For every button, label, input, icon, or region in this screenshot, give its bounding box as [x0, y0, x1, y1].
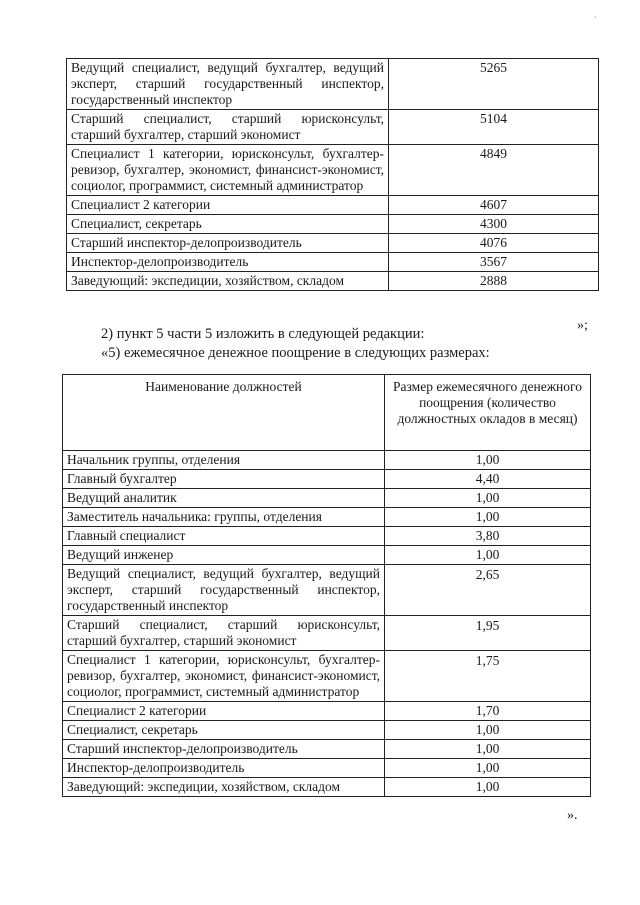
bonus-value: 1,00	[385, 489, 591, 508]
table-row	[63, 508, 591, 527]
bonus-value: 3,80	[385, 527, 591, 546]
table-row	[63, 721, 591, 740]
paragraph-heading: «5) ежемесячное денежное поощрение в следующих размерах:	[101, 345, 490, 361]
salary-table	[66, 58, 599, 291]
table-row	[63, 778, 591, 797]
table-row	[67, 215, 599, 234]
salary-value: 3567	[389, 253, 599, 272]
closing-quote: ».	[567, 808, 578, 823]
bonus-value: 1,75	[385, 651, 591, 702]
position-name: Начальник группы, отделения	[63, 451, 385, 470]
table-row	[63, 651, 591, 702]
position-name: Старший специалист, старший юрисконсульт, старший бухгалтер, старший экономист	[63, 616, 385, 651]
bonus-value: 1,00	[385, 759, 591, 778]
position-name: Заместитель начальника: группы, отделения	[63, 508, 385, 527]
table-row	[63, 527, 591, 546]
table-row	[63, 702, 591, 721]
table-row	[63, 546, 591, 565]
bonus-value: 2,65	[385, 565, 591, 616]
table-row	[67, 272, 599, 291]
position-name: Старший инспектор-делопроизводитель	[67, 234, 389, 253]
salary-value: 5104	[389, 110, 599, 145]
position-name: Специалист, секретарь	[63, 721, 385, 740]
bonus-table-body	[63, 451, 591, 797]
table-row	[63, 759, 591, 778]
position-name: Специалист 1 категории, юрисконсульт, бухгалтер-ревизор, бухгалтер, экономист, финансист-экономист, социолог, программист, системный администратор	[63, 651, 385, 702]
position-name: Специалист 2 категории	[63, 702, 385, 721]
header-position-name: Наименование должностей	[63, 375, 385, 451]
position-name: Заведующий: экспедиции, хозяйством, складом	[67, 272, 389, 291]
bonus-table	[62, 374, 591, 797]
position-name: Старший специалист, старший юрисконсульт, старший бухгалтер, старший экономист	[67, 110, 389, 145]
position-name: Главный бухгалтер	[63, 470, 385, 489]
closing-quote: »;	[577, 318, 588, 333]
position-name: Специалист 2 категории	[67, 196, 389, 215]
position-name: Ведущий аналитик	[63, 489, 385, 508]
salary-value: 4607	[389, 196, 599, 215]
position-name: Специалист 1 категории, юрисконсульт, бухгалтер-ревизор, бухгалтер, экономист, финансист-экономист, социолог, программист, системный администратор	[67, 145, 389, 196]
table-row	[63, 616, 591, 651]
salary-value: 4300	[389, 215, 599, 234]
header-bonus-size: Размер ежемесячного денежного поощрения (количество должностных окладов в месяц)	[385, 375, 591, 451]
salary-value: 4076	[389, 234, 599, 253]
bonus-table-header	[63, 375, 591, 451]
position-name: Ведущий специалист, ведущий бухгалтер, ведущий эксперт, старший государственный инспектор, государственный инспектор	[67, 59, 389, 110]
table-row	[67, 145, 599, 196]
bonus-value: 4,40	[385, 470, 591, 489]
table-row	[67, 196, 599, 215]
bonus-value: 1,00	[385, 740, 591, 759]
position-name: Ведущий инженер	[63, 546, 385, 565]
salary-value: 5265	[389, 59, 599, 110]
bonus-value: 1,00	[385, 508, 591, 527]
amendment-line: 2) пункт 5 части 5 изложить в следующей редакции:	[101, 326, 425, 342]
scan-mark: `	[594, 15, 597, 25]
bonus-value: 1,00	[385, 721, 591, 740]
table-row	[67, 110, 599, 145]
bonus-value: 1,00	[385, 778, 591, 797]
table-row	[67, 59, 599, 110]
position-name: Специалист, секретарь	[67, 215, 389, 234]
position-name: Инспектор-делопроизводитель	[63, 759, 385, 778]
table-row	[63, 470, 591, 489]
table-row	[63, 740, 591, 759]
header-row	[63, 375, 591, 451]
bonus-value: 1,00	[385, 451, 591, 470]
position-name: Главный специалист	[63, 527, 385, 546]
position-name: Инспектор-делопроизводитель	[67, 253, 389, 272]
bonus-value: 1,95	[385, 616, 591, 651]
salary-value: 4849	[389, 145, 599, 196]
position-name: Заведующий: экспедиции, хозяйством, складом	[63, 778, 385, 797]
table-row	[63, 489, 591, 508]
salary-value: 2888	[389, 272, 599, 291]
bonus-value: 1,70	[385, 702, 591, 721]
table-row	[63, 565, 591, 616]
position-name: Старший инспектор-делопроизводитель	[63, 740, 385, 759]
position-name: Ведущий специалист, ведущий бухгалтер, ведущий эксперт, старший государственный инспектор, государственный инспектор	[63, 565, 385, 616]
table-row	[67, 253, 599, 272]
table-row	[63, 451, 591, 470]
bonus-value: 1,00	[385, 546, 591, 565]
table-row	[67, 234, 599, 253]
salary-table-body	[67, 59, 599, 291]
